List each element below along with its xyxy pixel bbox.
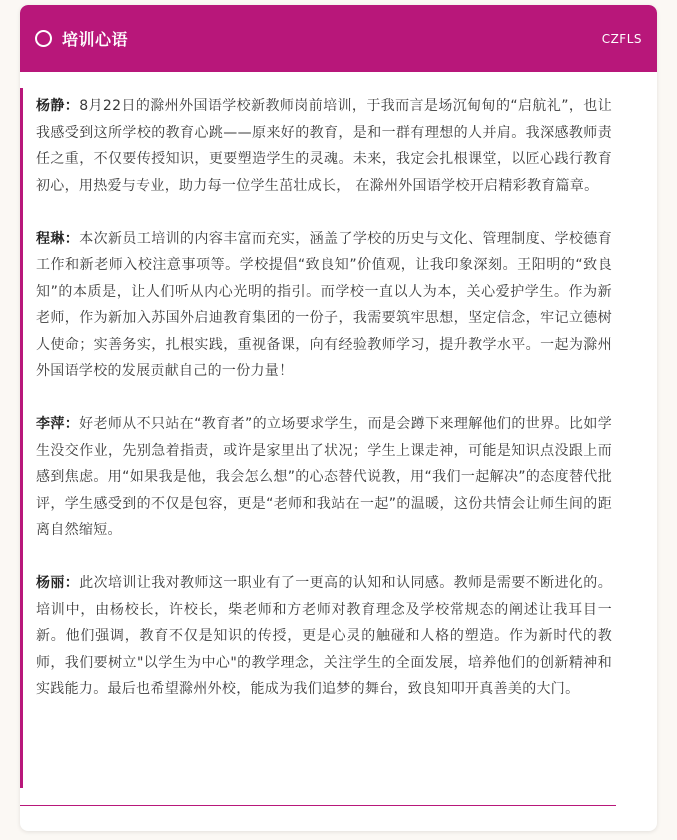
reflection-paragraph (36, 93, 612, 199)
bottom-divider (20, 805, 616, 806)
reflection-text: 本次新员工培训的内容丰富而充实，涵盖了学校的历史与文化、管理制度、学校德育工作和新老师入校注意事项等。学校提倡“致良知”价值观，让我印象深刻。王阳明的“致良知”的本质是，让人们听从内心光明的指引。而学校一直以人为本，关心爱护学生。作为新老师，作为新加入苏国外启迪教育集团的一份子，我需要筑牢思想，坚定信念，牢记立德树人使命；实善务实，扎根实践，重视备课，向有经验教师学习，提升教学水平。一起为滁州外国语学校的发展贡献自己的一份力量！ (36, 230, 612, 379)
section-title: 培训心语 (62, 30, 129, 49)
author-name: 程琳： (36, 230, 80, 247)
reflection-text: 好老师从不只站在“教育者”的立场要求学生，而是会蹲下来理解他们的世界。比如学生没交作业，先别急着指责，或许是家里出了状况；学生上课走神，可能是知识点没跟上而感到焦虑。用“如果我是他，我会怎么想”的心态替代说教，用“我们一起解决”的态度替代批评，学生感受到的不仅是包容，更是“老师和我站在一起”的温暖，这份共情会让师生间的距离自然缩短。 (36, 416, 612, 538)
reflection-paragraph (36, 411, 612, 544)
reflection-text: 此次培训让我对教师这一职业有了一更高的认知和认同感。教师是需要不断进化的。培训中，由杨校长，许校长，柴老师和方老师对教育理念及学校常规态的阐述让我耳目一新。他们强调，教育不仅是知识的传授，更是心灵的触碰和人格的塑造。作为新时代的教师，我们要树立"以学生为中心"的教学理念，关注学生的全面发展，培养他们的创新精神和实践能力。最后也希望滁州外校，能成为我们追梦的舞台，致良知叩开真善美的大门。 (36, 575, 612, 697)
school-tag: CZFLS (601, 31, 642, 46)
reflection-paragraph (36, 226, 612, 385)
author-name: 杨丽： (36, 575, 80, 591)
reflections-content (20, 88, 616, 788)
card-header (20, 5, 657, 72)
author-name: 李萍： (36, 416, 80, 432)
reflection-paragraph (36, 570, 612, 703)
circle-icon (35, 30, 52, 47)
reflection-text: 8月22日的滁州外国语学校新教师岗前培训，于我而言是场沉甸甸的“启航礼”，也让我感受到这所学校的教育心跳——原来好的教育，是和一群有理想的人并肩。我深感教师责任之重，不仅要传授知识，更要塑造学生的灵魂。未来，我定会扎根课堂，以匠心践行教育初心，用热爱与专业，助力每一位学生茁壮成长， 在滁州外国语学校开启精彩教育篇章。 (36, 98, 612, 194)
author-name: 杨静： (36, 98, 80, 114)
